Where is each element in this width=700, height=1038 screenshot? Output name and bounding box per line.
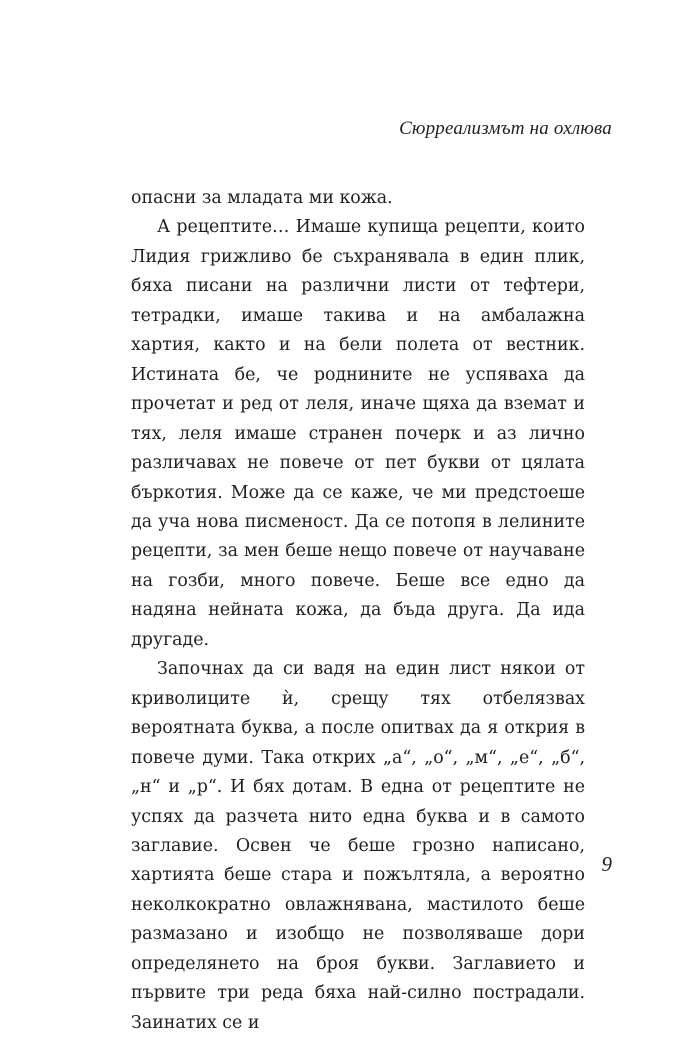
paragraph-continued: опасни за младата ми кожа. — [131, 188, 393, 208]
paragraph: Започнах да си вадя на един лист някои от криволиците ѝ, срещу тях отбелязвах вероятната буква, а после опитвах да я открия в повече думи. Така открих „а“, „о“, „м“, „е“, „б“, „н“ и „р“. И бях дотам. В една от рецептите не успях да разчета нито една буква и в самото заглавие. Освен че беше грозно написано, хартията беше стара и пожълтяла, а вероятно неколкократно овлажнявана, мастилото беше размазано и изобщо не позволяваше дори определянето на броя букви. Заглавието и първите три реда бяха най-силно пострадали. Заинатих се и — [131, 659, 585, 1033]
body-text — [131, 184, 585, 1038]
running-header: Сюрреализмът на охлюва — [399, 118, 612, 139]
paragraph: А рецептите… Имаше купища рецепти, които Лидия грижливо бе съхранявала в един плик, бяха писани на различни листи от тефтери, тетрадки, имаше такива и на амбалажна хартия, както и на бели полета от вестник. Истината бе, че роднините не успяваха да прочетат и ред от леля, иначе щяха да вземат и тях, леля имаше странен почерк и аз лично различавах не повече от пет букви от цялата бъркотия. Може да се каже, че ми предстоеше да уча нова писменост. Да се потопя в лелините рецепти, за мен беше нещо повече от научаване на гозби, много повече. Беше все едно да надяна нейната кожа, да бъда друга. Да ида другаде. — [131, 217, 585, 650]
page-number: 9 — [601, 852, 612, 876]
